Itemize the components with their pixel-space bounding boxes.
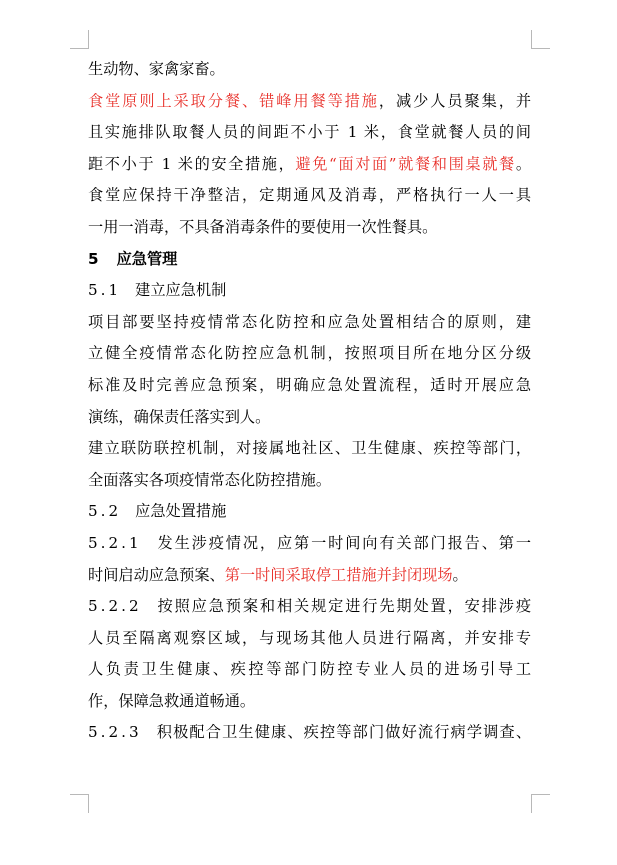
paragraph-line: 立健全疫情常态化防控应急机制，按照项目所在地分区分级 <box>88 344 531 363</box>
text-run: 发生涉疫情况，应第一时间向有关部门报告、第一 <box>155 533 531 552</box>
paragraph-line <box>88 149 531 181</box>
crop-mark-bottom-left <box>70 794 89 813</box>
paragraph-line: 项目部要坚持疫情常态化防控和应急处置相结合的原则，建 <box>88 312 531 331</box>
crop-mark-bottom-right <box>531 794 550 813</box>
paragraph-line: 食堂应保持干净整洁，定期通风及消毒，严格执行一人一具 <box>88 186 531 205</box>
paragraph-line <box>88 591 531 623</box>
highlighted-text: 第一时间采取停工措施并封闭现场 <box>224 565 453 584</box>
text-run: ，减少人员聚集，并 <box>378 91 531 110</box>
clause-number: 5.2.3 <box>88 723 142 742</box>
text-run: 距不小于 1 米的安全措施， <box>88 154 296 173</box>
highlighted-text: 食堂原则上采取分餐、错峰用餐等措施 <box>88 91 379 110</box>
highlighted-text: 避免“面对面”就餐和围桌就餐 <box>295 154 516 173</box>
subsection-heading <box>88 275 531 307</box>
subsection-number: 5.1 <box>88 281 122 300</box>
subsection-number: 5.2 <box>88 502 122 521</box>
subsection-title: 应急处置措施 <box>135 502 227 521</box>
paragraph-line: 生动物、家禽家畜。 <box>88 60 225 78</box>
section-heading <box>88 244 531 276</box>
paragraph-line: 标准及时完善应急预案，明确应急处置流程，适时开展应急 <box>88 375 531 394</box>
paragraph-line: 作，保障急救通道畅通。 <box>88 691 256 710</box>
subsection-heading <box>88 496 531 528</box>
paragraph-line: 且实施排队取餐人员的间距不小于 1 米，食堂就餐人员的间 <box>88 123 531 142</box>
subsection-title: 建立应急机制 <box>135 281 227 300</box>
text-run: 。 <box>452 565 468 584</box>
text-run: 积极配合卫生健康、疾控等部门做好流行病学调查、 <box>155 723 531 742</box>
paragraph-line: 人负责卫生健康、疾控等部门防控专业人员的进场引导工 <box>88 660 531 679</box>
crop-mark-top-left <box>70 30 89 49</box>
paragraph-line <box>88 86 531 118</box>
section-title: 应急管理 <box>116 249 178 268</box>
clause-number: 5.2.2 <box>88 597 142 616</box>
paragraph-line <box>88 717 531 749</box>
document-body <box>88 54 531 749</box>
text-run: 时间启动应急预案、 <box>88 565 225 584</box>
paragraph-line <box>88 528 531 560</box>
paragraph-line <box>88 560 531 592</box>
paragraph-line: 建立联防联控机制，对接属地社区、卫生健康、疾控等部门， <box>88 439 531 458</box>
text-run: 按照应急预案和相关规定进行先期处置，安排涉疫 <box>155 597 531 616</box>
paragraph-line: 全面落实各项疫情常态化防控措施。 <box>88 470 331 489</box>
section-number: 5 <box>88 249 99 268</box>
paragraph-line: 演练，确保责任落实到人。 <box>88 407 271 426</box>
paragraph-line: 一用一消毒，不具备消毒条件的要使用一次性餐具。 <box>88 217 438 236</box>
text-run: 。 <box>515 154 531 173</box>
clause-number: 5.2.1 <box>88 533 142 552</box>
crop-mark-top-right <box>531 30 550 49</box>
paragraph-line: 人员至隔离观察区域，与现场其他人员进行隔离，并安排专 <box>88 628 531 647</box>
